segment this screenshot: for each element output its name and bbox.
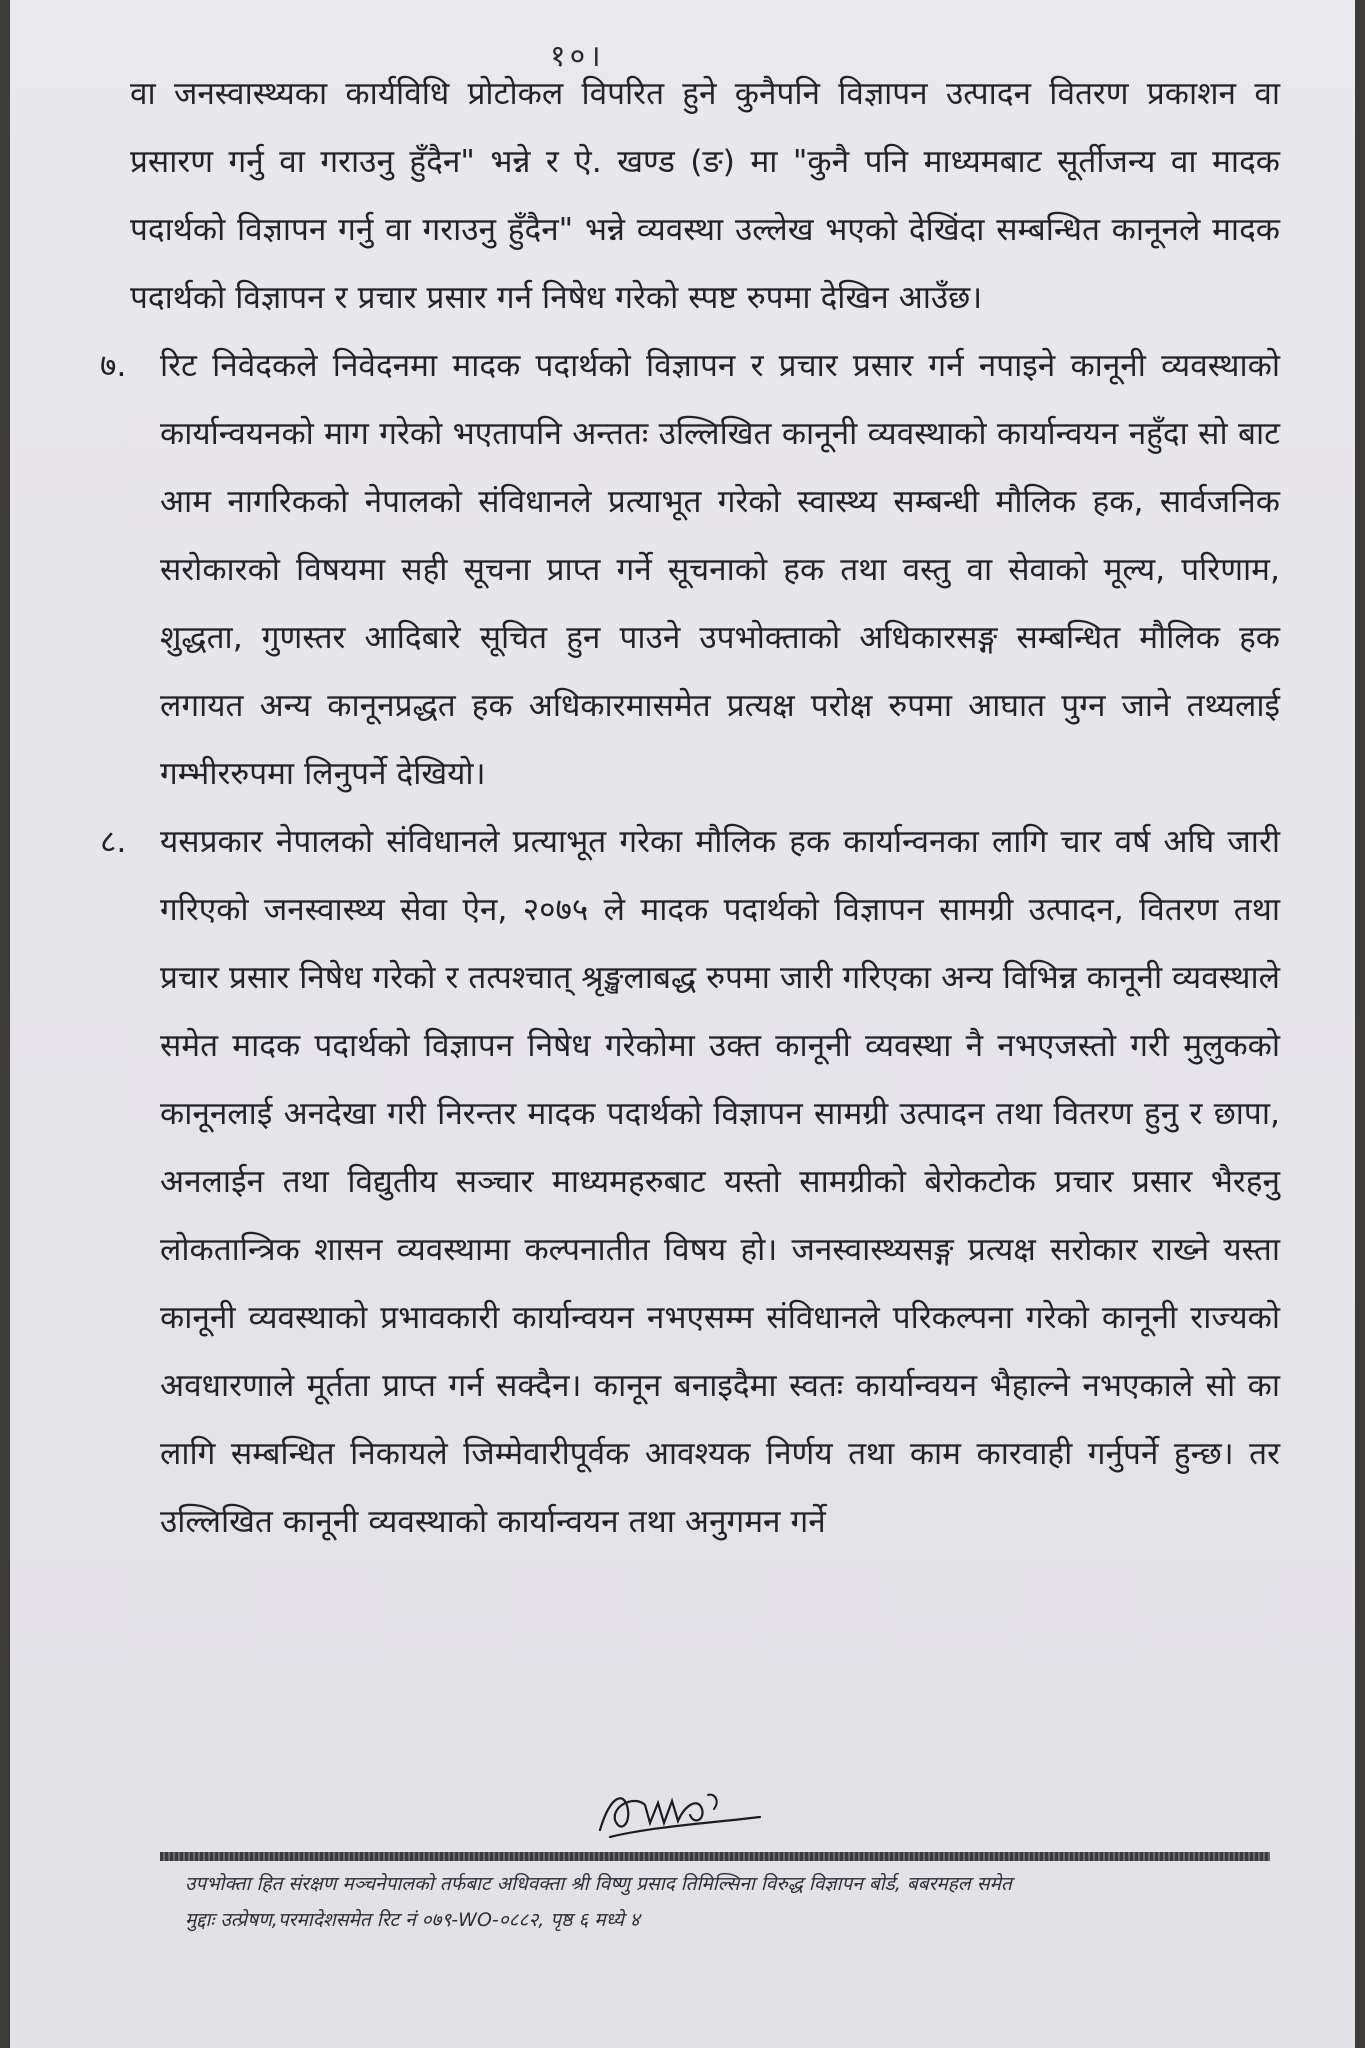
paragraph-text: यसप्रकार नेपालको संविधानले प्रत्याभूत गरेका मौलिक हक कार्यान्वनका लागि चार वर्ष अघि जारी गरिएको जनस्वास्थ्य सेवा ऐन, २०७५ ले मादक पदार्थको विज्ञापन सामग्री उत्पादन, वितरण तथा प्रचार प्रसार निषेध गरेको र तत्पश्चात् श्रृङ्खलाबद्ध रुपमा जारी गरिएका अन्य विभिन्न कानूनी व्यवस्थाले समेत मादक पदार्थको विज्ञापन निषेध गरेकोमा उक्त कानूनी व्यवस्था नै नभएजस्तो गरी मुलुकको कानूनलाई अनदेखा गरी निरन्तर मादक पदार्थको विज्ञापन सामग्री उत्पादन तथा वितरण हुनु र छापा, अनलाईन तथा विद्युतीय सञ्चार माध्यमहरुबाट यस्तो सामग्रीको बेरोकटोक प्रचार प्रसार भैरहनु लोकतान्त्रिक शासन व्यवस्थामा कल्पनातीत विषय हो। जनस्वास्थ्यसङ्ग प्रत्यक्ष सरोकार राख्ने यस्ता कानूनी व्यवस्थाको प्रभावकारी कार्यान्वयन नभएसम्म संविधानले परिकल्पना गरेको कानूनी राज्यको अवधारणाले मूर्तता प्राप्त गर्न सक्दैन। कानून बनाइदैमा स्वतः कार्यान्वयन भैहाल्ने नभएकाले सो का लागि सम्बन्धित निकायले जिम्मेवारीपूर्वक आवश्यक निर्णय तथा काम कारवाही गर्नुपर्ने हुन्छ। तर उल्लिखित कानूनी व्यवस्थाको कार्यान्वयन तथा अनुगमन गर्ने (160, 824, 1280, 1540)
page-number: १०। (550, 39, 605, 74)
footer-case-title: उपभोक्ता हित संरक्षण मञ्चनेपालको तर्फबाट अधिवक्ता श्री विष्णु प्रसाद तिमिल्सिना विरुद्ध विज्ञापन बोर्ड, बबरमहल समेत (185, 1873, 1012, 1895)
paragraph-7 (100, 332, 1280, 808)
document-page (10, 0, 1355, 2048)
footer-case-reference: मुद्दाः उत्प्रेषण,परमादेशसमेत रिट नं ०७९-WO-०८८२, पृष्ठ ६ मध्ये ४ (185, 1909, 640, 1931)
paragraph-number: ८. (100, 824, 127, 860)
paragraph-number: ७. (100, 348, 127, 384)
paragraph-text: रिट निवेदकले निवेदनमा मादक पदार्थको विज्ञापन र प्रचार प्रसार गर्न नपाइने कानूनी व्यवस्थाको कार्यान्वयनको माग गरेको भएतापनि अन्ततः उल्लिखित कानूनी व्यवस्थाको कार्यान्वयन नहुँदा सो बाट आम नागरिकको नेपालको संविधानले प्रत्याभूत गरेको स्वास्थ्य सम्बन्धी मौलिक हक, सार्वजनिक सरोकारको विषयमा सही सूचना प्राप्त गर्ने सूचनाको हक तथा वस्तु वा सेवाको मूल्य, परिणाम, शुद्धता, गुणस्तर आदिबारे सूचित हुन पाउने उपभोक्ताको अधिकारसङ्ग सम्बन्धित मौलिक हक लगायत अन्य कानूनप्रद्धत हक अधिकारमासमेत प्रत्यक्ष परोक्ष रुपमा आघात पुग्न जाने तथ्यलाई गम्भीररुपमा लिनुपर्ने देखियो। (160, 348, 1280, 792)
judgment-body (100, 60, 1280, 1556)
signature-icon (590, 1775, 770, 1845)
footer-divider (160, 1852, 1270, 1861)
paragraph-8 (100, 808, 1280, 1556)
intro-paragraph: वा जनस्वास्थ्यका कार्यविधि प्रोटोकल विपरित हुने कुनैपनि विज्ञापन उत्पादन वितरण प्रकाशन वा प्रसारण गर्नु वा गराउनु हुँदैन" भन्ने र ऐ. खण्ड (ङ) मा "कुनै पनि माध्यमबाट सूर्तीजन्य वा मादक पदार्थको विज्ञापन गर्नु वा गराउनु हुँदैन" भन्ने व्यवस्था उल्लेख भएको देखिंदा सम्बन्धित कानूनले मादक पदार्थको विज्ञापन र प्रचार प्रसार गर्न निषेध गरेको स्पष्ट रुपमा देखिन आउँछ। (130, 76, 1280, 316)
case-footer (185, 1866, 1265, 1938)
